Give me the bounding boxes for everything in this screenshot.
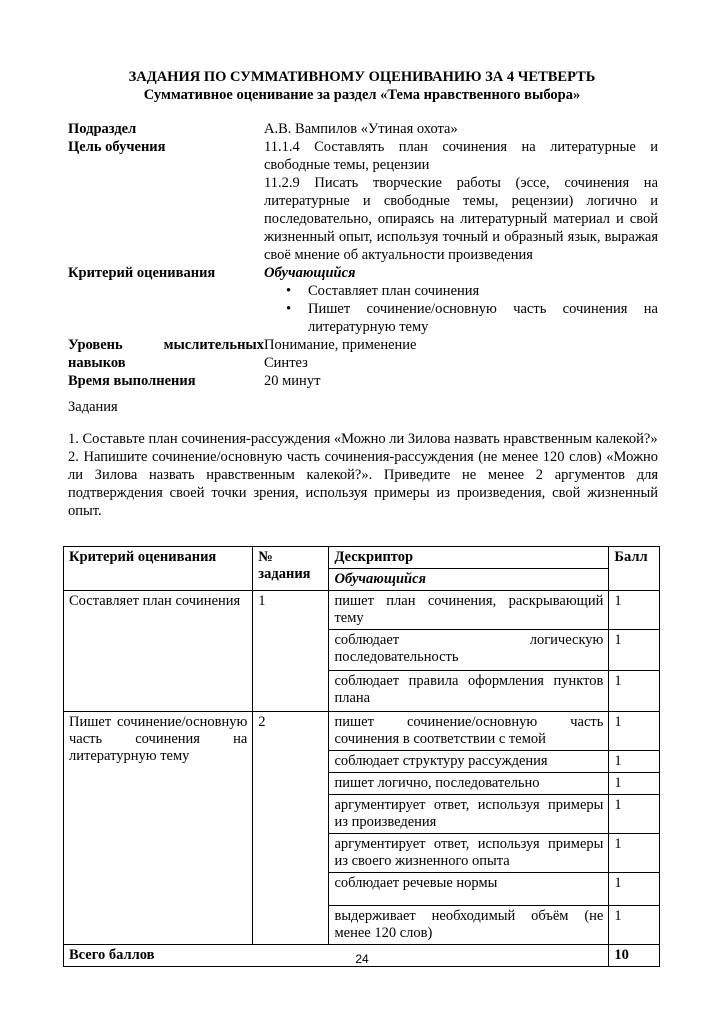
table-header-row xyxy=(64,547,660,569)
descriptor-cell: пишет логично, последовательно xyxy=(329,773,609,795)
descriptor-cell: пишет сочинение/основную часть сочинения в соответствии с темой xyxy=(329,712,609,751)
goal-label: Цель обучения xyxy=(68,139,166,155)
level-values xyxy=(264,336,658,372)
info-row-goal xyxy=(68,138,658,264)
criterion-list xyxy=(264,282,658,336)
header-task-no: № задания xyxy=(253,547,329,591)
group-1-task-no: 1 xyxy=(253,591,329,712)
score-cell: 1 xyxy=(609,834,660,873)
score-cell: 1 xyxy=(609,630,660,671)
info-row-subsection xyxy=(68,120,658,138)
level-value-1: Понимание, применение xyxy=(264,337,417,353)
info-row-criterion xyxy=(68,264,658,336)
goal-item-2: 11.2.9 Писать творческие работы (эссе, сочинения на литературные и свободные темы, рецензии) логично и последовательно, опираясь на литературный материал и свой жизненный опыт, используя точный и образный язык, выражая своё мнение об актуальности произведения xyxy=(264,175,658,263)
score-cell: 1 xyxy=(609,591,660,630)
time-value: 20 минут xyxy=(264,373,321,389)
header-descriptor: Дескриптор xyxy=(329,547,609,569)
descriptor-cell: соблюдает правила оформления пунктов плана xyxy=(329,671,609,712)
score-cell: 1 xyxy=(609,671,660,712)
descriptor-cell: соблюдает структуру рассуждения xyxy=(329,751,609,773)
score-cell: 1 xyxy=(609,773,660,795)
criterion-item-1: • Составляет план сочинения xyxy=(286,282,658,300)
level-value-2: Синтез xyxy=(264,355,308,371)
header-learner: Обучающийся xyxy=(329,569,609,591)
descriptor-cell: аргументирует ответ, используя примеры из своего жизненного опыта xyxy=(329,834,609,873)
descriptor-cell: соблюдает речевые нормы xyxy=(329,873,609,906)
descriptor-cell: аргументирует ответ, используя примеры из произведения xyxy=(329,795,609,834)
criterion-label: Критерий оценивания xyxy=(68,265,216,281)
descriptor-cell: выдерживает необходимый объём (не менее 120 слов) xyxy=(329,906,609,945)
document-title: ЗАДАНИЯ ПО СУММАТИВНОМУ ОЦЕНИВАНИЮ ЗА 4 ЧЕТВЕРТЬ xyxy=(128,69,596,85)
grading-table xyxy=(63,546,660,967)
score-cell: 1 xyxy=(609,906,660,945)
criterion-values xyxy=(264,264,658,336)
info-block xyxy=(68,120,658,390)
time-label: Время выполнения xyxy=(68,373,196,389)
document-subtitle: Суммативное оценивание за раздел «Тема нравственного выбора» xyxy=(143,87,581,103)
page-number: 24 xyxy=(355,952,369,966)
tasks-heading: Задания xyxy=(68,399,118,415)
table-row xyxy=(64,712,660,751)
score-cell: 1 xyxy=(609,795,660,834)
group-2-task-no: 2 xyxy=(253,712,329,945)
score-cell: 1 xyxy=(609,873,660,906)
table-row xyxy=(64,591,660,630)
task-1: 1. Составьте план сочинения-рассуждения «Можно ли Зилова назвать нравственным калекой?» xyxy=(68,431,658,447)
descriptor-cell: пишет план сочинения, раскрывающий тему xyxy=(329,591,609,630)
group-2-criterion: Пишет сочинение/основную часть сочинения на литературную тему xyxy=(64,712,253,945)
info-row-level xyxy=(68,336,658,372)
goal-item-1: 11.1.4 Составлять план сочинения на литературные и свободные темы, рецензии xyxy=(264,139,658,173)
goal-values xyxy=(264,138,658,264)
group-1-criterion: Составляет план сочинения xyxy=(64,591,253,712)
score-cell: 1 xyxy=(609,751,660,773)
criterion-item-2: • Пишет сочинение/основную часть сочинения на литературную тему xyxy=(286,300,658,336)
total-value: 10 xyxy=(609,945,660,967)
task-2: 2. Напишите сочинение/основную часть сочинения-рассуждения (не менее 120 слов) «Можно ли Зилова назвать нравственным калекой?». Приведите не менее 2 аргументов для подтверждения своей точки зрения, используя примеры из произведения, свой жизненный опыт. xyxy=(68,449,658,519)
descriptor-cell xyxy=(329,630,609,671)
level-label: Уровень мыслительных навыков xyxy=(68,337,264,371)
total-label: Всего баллов xyxy=(64,945,609,967)
descriptor-text: соблюдает логическую последовательность xyxy=(334,632,604,665)
header-criterion: Критерий оценивания xyxy=(64,547,253,591)
score-cell: 1 xyxy=(609,712,660,751)
info-row-time xyxy=(68,372,658,390)
learner-label: Обучающийся xyxy=(264,265,356,281)
header-score: Балл xyxy=(609,547,660,591)
subsection-value: А.В. Вампилов «Утиная охота» xyxy=(264,121,458,137)
tasks-block xyxy=(68,430,658,520)
subsection-label: Подраздел xyxy=(68,121,137,137)
